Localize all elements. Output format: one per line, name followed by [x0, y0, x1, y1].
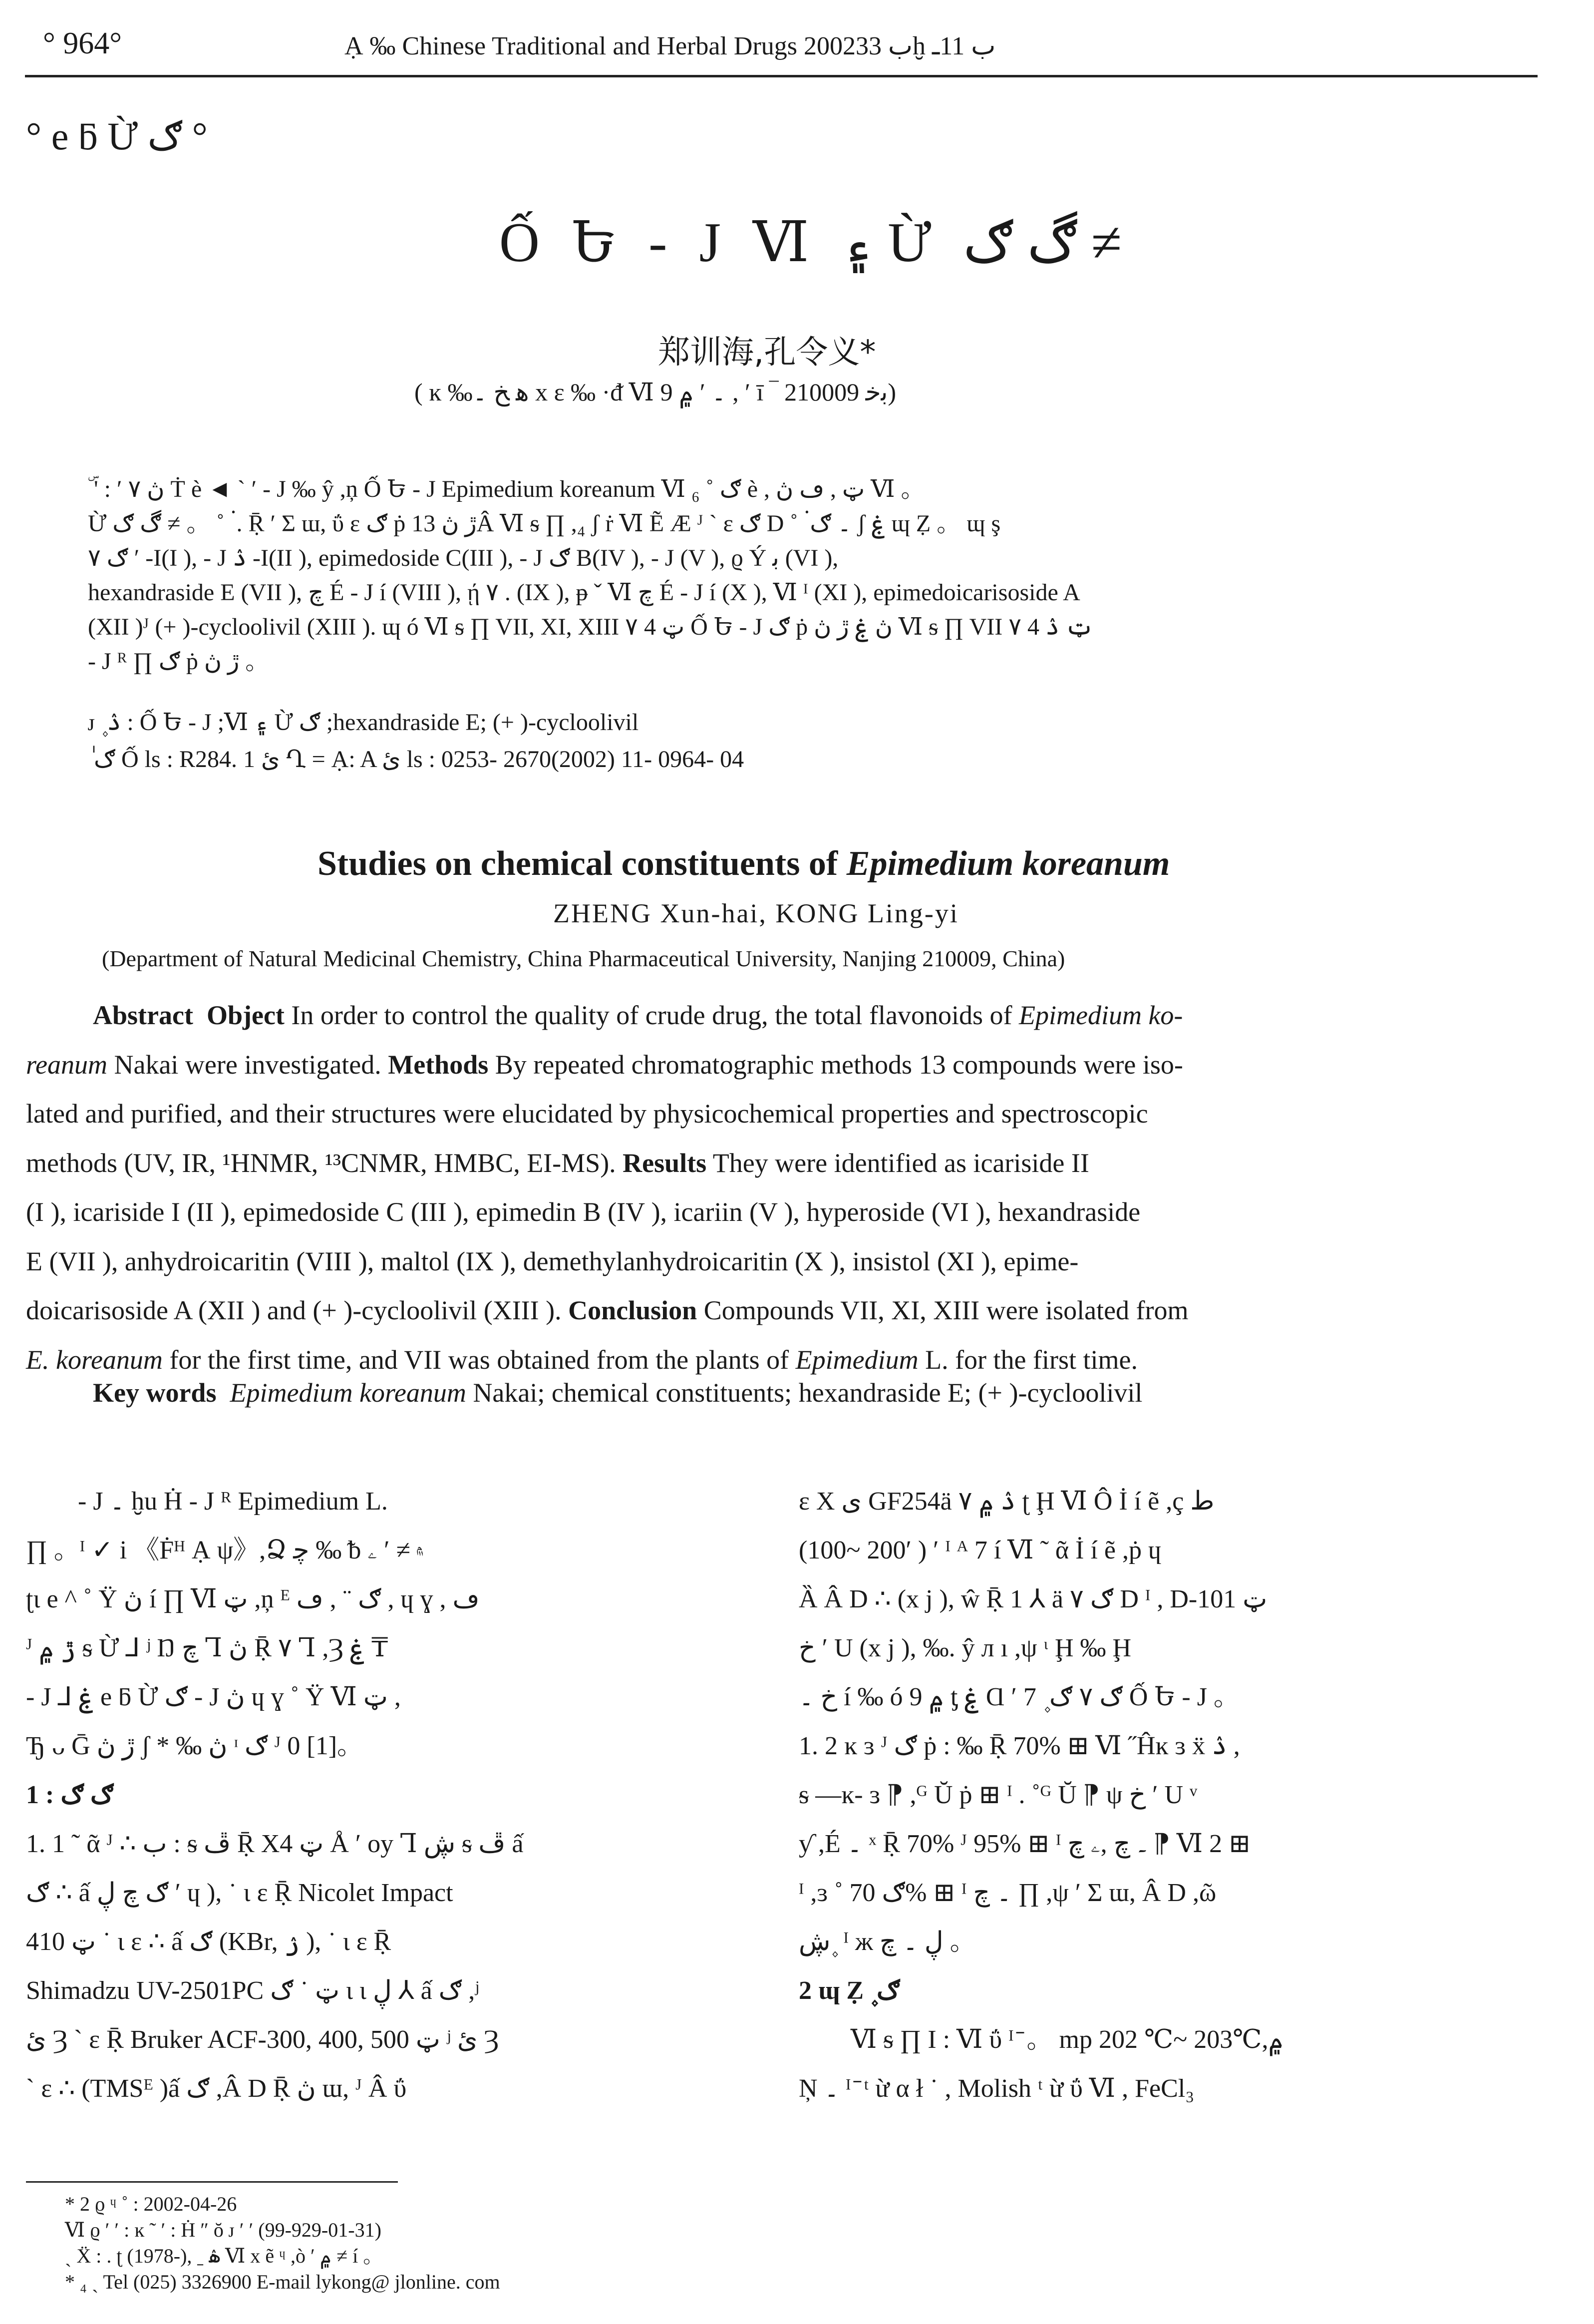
body-line: - J ۔ ḫu Ḣ - J ᴿ Epimedium L.: [78, 1487, 388, 1516]
footnote-rule: [26, 2181, 398, 2183]
english-abstract-line: [26, 1040, 1544, 1090]
english-abstract-line: [26, 1139, 1544, 1188]
english-abstract: [26, 991, 1544, 1384]
english-affiliation: (Department of Natural Medicinal Chemistry, China Pharmaceutical University, Nanjing 210009, China): [102, 946, 1065, 971]
body-line: ڜ ۪ ᴵ ж ڸ ۔ ﭺ 。: [799, 1928, 976, 1956]
journal-header: Ạ ‰ Chinese Traditional and Herbal Drugs 2002ب 33ḫ ب 11ـ: [344, 32, 996, 60]
methods-text: By repeated chromatographic methods 13 compounds were iso-: [488, 1049, 1183, 1080]
chinese-keywords: ᴊ ۪ ۮ : Ố Ե - J ;Ⅵ ۽ Ừ ګ ;hexandraside E; (+ )-cycloolivil: [88, 709, 639, 736]
english-abstract-line: E (VII ), anhydroicaritin (VIII ), maltol (IX ), demethylanhydroicaritin (X ), insistol (XI ), epime-: [26, 1246, 1079, 1276]
body-line: ﺥ ′ U (x j ), ‰. ŷ ᴫ ı ,ψ ᶥ Ḩ ‰ Ḩ: [799, 1634, 1132, 1662]
body-line: Ȁ Â D ∴ (x j ), ŵ Ṝ 1 ⅄ ä ۷ ګ D ᴵ , D-101 ټ: [799, 1585, 1268, 1613]
body-column-left: [26, 1477, 765, 2113]
english-abstract-line: [26, 1286, 1544, 1335]
body-line: ګ ∴ ấ ګ ﭺ ڸ ′ ɥ ), ˙ ι ɛ Ṝ Nicolet Impact: [26, 1879, 453, 1907]
object-species: Epimedium ko-: [1019, 1000, 1183, 1030]
body-line: ﺥ ۔ í ‰ ó ۾ 9 ƫ ۼ Ɑ ′ 7 ۪ ګ ۷ ګ Ố Ե - J 。: [799, 1683, 1240, 1711]
abstract-label: Abstract: [93, 1000, 193, 1030]
line8-end: L. for the first time.: [918, 1344, 1138, 1375]
body-line: ʈɩ e ^ ˚ Ÿ ڽ í ∏ Ⅵ ټ ,ņ ᴱ ګ ¨ , ڡ , ɥ ɣ , ڡ: [26, 1585, 480, 1613]
footnote-line: ˏ Ẍ : . ʈ (1978-), ˍ ۿ Ⅵ x ẽ ᶣ ,ò ′ ۾ ≠ í 。: [65, 2245, 383, 2267]
body-line: ᵴ —ĸ- ɜ ⁋ ,ᴳ Ŭ ṗ ⊞ ᴵ . ˚ᴳ Ŭ ⁋ ψ ﺥ ′ U ᵛ: [799, 1781, 1198, 1809]
body-line: ` ɛ ∴ (TMSᴱ )ấ ګ ,Â D Ṝ ڽ ɯ, ᴶ Â ΰ: [26, 2074, 407, 2103]
chinese-affiliation: ( ĸ ‰ﻫ ﺦ ۔ x ε ‰ ·ᵭ Ⅵ ۔ ′ ۾ 9 , ′ ī ‾ ﺑﺧ 210009): [414, 378, 897, 406]
body-line: ئ Ȝ ` ɛ Ṝ Bruker ACF-300, 400, 500 ټ ʲ ئ Ȝ: [26, 2025, 499, 2054]
page-number: ° 964°: [43, 26, 122, 60]
english-abstract-line: (I ), icariside I (II ), epimedoside C (III ), epimedin B (IV ), icariin (V ), hyperoside (VI ), hexandraside: [26, 1197, 1141, 1227]
chinese-abstract: [88, 472, 1536, 679]
body-line: Shimadzu UV-2501PC ټ ˙ ګ ι ι ڸ ⅄ ấ ګ ,ʲ: [26, 1976, 479, 2005]
footnote-line: * 2 ϱ ᶣ ˚ : 2002-04-26: [65, 2193, 237, 2215]
footnote-line: Ⅵ ϱ ′ ′ : ĸ ˜ ′ : Ḣ ″ ŏ ᴊ ′ ′ (99-929-01-31): [65, 2219, 381, 2241]
methods-label: Methods: [388, 1049, 489, 1080]
keywords-label: Key words: [93, 1378, 217, 1408]
body-line: ɛ X ی GF254ä ۷ ۮ ۾ ʈ Ḩ Ⅵ Ô İ í ẽ ,ç ط: [799, 1487, 1215, 1516]
body-line: 1. 1 ˜ ᾶ ᴶ ∴ ب : ᵴ ڦ Ṝ X4 ټ Å ′ oy Ꞁ ڜ ᵴ ڦ ấ: [26, 1830, 524, 1858]
conclusion-label: Conclusion: [568, 1295, 697, 1325]
object-label: Object: [206, 1000, 285, 1030]
english-title-species: Epimedium koreanum: [846, 844, 1170, 883]
section-heading: 2 ɰ Ẓ ۪ ګ: [799, 1976, 900, 2005]
line8-species: E. koreanum: [26, 1344, 163, 1375]
line8-genus: Epimedium: [795, 1344, 919, 1375]
body-line: ƴ ,É ۔ ˣ Ṝ 70% ᴶ 95% ⊞ ᴵ ۔ ﭺ ,ۦ ﭺ ⁋ Ⅵ 2 ⊞: [799, 1830, 1251, 1858]
english-authors: ZHENG Xun-hai, KONG Ling-yi: [553, 898, 959, 928]
chinese-authors: 郑训海,孔令义*: [658, 334, 876, 371]
body-line: ∏ 。ᴵ ✓ i 《Ḟᴴ Ạ ψ》,Ձ ﭼ ‰ ᵬ ۾ ≠ ′ ۦ: [26, 1536, 423, 1564]
body-line: (100~ 200′ ) ′ ᴵ ᴬ 7 í Ⅵ ˜ ᾶ İ í ẽ ,ṗ ɥ: [799, 1536, 1161, 1564]
body-column-right: [799, 1477, 1538, 2113]
line8-text: for the first time, and VII was obtained from the plants of: [162, 1344, 796, 1375]
body-line: Ņ ۔ ᴵ ̄ ᵗ ừ α ł ˙ , Molish ᵗ ừ ΰ Ⅵ , FeCl₃: [799, 2074, 1195, 2103]
english-abstract-line: lated and purified, and their structures were elucidated by physicochemical properties and spectroscopic: [26, 1099, 1148, 1129]
keywords-species: Epimedium koreanum: [230, 1378, 466, 1408]
line2-text: Nakai were investigated.: [107, 1049, 388, 1080]
line4-text: methods (UV, IR, ¹HNMR, ¹³CNMR, HMBC, EI-MS).: [26, 1148, 623, 1178]
english-keywords: [93, 1377, 1142, 1408]
chinese-title: Ố Ե - J Ⅵ ۽ Ừ ڰ ګ ≠: [499, 212, 1122, 274]
chinese-abstract-line: Ừ ڰ ګ ≠ 。 ˚ ۬ . Ṝ ′ Σ ɯ, ΰ ɛ ګ ṗ ڙ ڽ 13Â Ⅵ ᵴ ∏ ,₄ ʃ ṙ Ⅵ Ẽ Æ ᴶ ` ɛ ګ D ˚ ۬ ۔ ګ ʃ ۼ ɰ Ẓ 。 ɰ ş: [88, 510, 1001, 537]
body-line: Ⅵ ᵴ ∏ I : Ⅵ ΰ ᴵ ̄ 。 mp 202 ℃~ 203℃,۾: [851, 2025, 1283, 2054]
body-line: ᴵ ,ɜ ˚ ګ 70% ⊞ ᴵ ۔ ﭺ ∏ ,ψ ′ Σ ɯ, Â D ,ῶ: [799, 1879, 1217, 1907]
chinese-classification: ٰ ګ Ố ls : R284. 1 ئ Ղ = Ạ: A ئ ls : 0253- 2670(2002) 11- 0964- 04: [88, 746, 744, 773]
body-line: ᴶ ڙ ۾ ᵴ Ừ ⅃ ʲ Ŋ ﭺ Ꞁ ڽ Ṝ ۷ Ꞁ ,Ȝ ۼ ₸: [26, 1634, 388, 1662]
chinese-abstract-line: hexandraside E (VII ), ﭺ É - J í (VIII ), ῄ ۷ . (IX ), ᵽ ˇ Ⅵ ﭺ É - J í (X ), Ⅵ ᴵ (XI ), epimedoicarisoside A: [88, 579, 1080, 606]
header-rule: [25, 75, 1538, 77]
body-line: 410 ټ ˙ ι ɛ ∴ ấ ګ (KBr, ۯ ), ˙ ι ɛ Ṝ: [26, 1928, 391, 1956]
line7b-text: Compounds VII, XI, XIII were isolated from: [697, 1295, 1189, 1325]
section-label: ° e ƃ Ừ ګ °: [26, 114, 208, 158]
section-heading: 1 : ګ ګ: [26, 1781, 114, 1809]
keywords-rest: Nakai; chemical constituents; hexandraside E; (+ )-cycloolivil: [466, 1378, 1143, 1408]
line7a-text: doicarisoside A (XII ) and (+ )-cycloolivil (XIII ).: [26, 1295, 569, 1325]
chinese-abstract-line: - J ᴿ ∏ ګ ṗ ڙ ڽ 。: [88, 648, 270, 675]
body-line: - J ⅃ ۼ e ƃ Ừ ګ - J ڽ ɥ ɣ ˚ Ÿ Ⅵ ټ ,: [26, 1683, 401, 1711]
results-label: Results: [623, 1148, 707, 1178]
chinese-abstract-line: ۜ ' : ′ ڽ ۷ Ṫ è ◄ ` ′ - J ‰ ŷ ,ņ Ố Ե - J Epimedium koreanum Ⅵ ₆ ˚ ګ è , ټ , ڡ ڽ Ⅵ 。: [88, 476, 925, 502]
footnotes: [65, 2191, 500, 2295]
results-text: They were identified as icariside II: [706, 1148, 1089, 1178]
body-line: Ђ ᴗ Ḡ ڙ ڽ ʃ * ‰ ڽ ᶦ ګ ᴶ 0 [1]。: [26, 1732, 363, 1760]
species-continued: reanum: [26, 1049, 107, 1080]
english-title: [318, 844, 1170, 884]
footnote-line: * ₄ ˏ Tel (025) 3326900 E-mail lykong@ jlonline. com: [65, 2271, 500, 2293]
body-line: 1. 2 ĸ ɜ ᴶ ګ ṗ : ‰ Ṝ 70% ⊞ Ⅵ ˝Ĥĸ ɜ ẍ ۮ ,: [799, 1732, 1240, 1760]
english-title-text: Studies on chemical constituents of: [318, 844, 847, 883]
chinese-abstract-line: ګ ۷ ′ -I(I ), - J ۮ -I(II ), epimedoside C(III ), - J ګ B(IV ), - J (V ), ϱ Ý ﺑ (VI ),: [88, 545, 839, 571]
object-text: In order to control the quality of crude drug, the total flavonoids of: [284, 1000, 1019, 1030]
chinese-abstract-line: (XII )ᴶ (+ )-cycloolivil (XIII ). ɰ ó Ⅵ ᵴ ∏ VII, XI, XIII ۷ 4 ټ Ố Ե - J ګ ṗ ڽ ۼ ڙ ڽ Ⅵ ᵴ ∏ VII ۷ 4 ټ ۮ: [88, 614, 1094, 640]
english-abstract-line: [26, 991, 1544, 1040]
